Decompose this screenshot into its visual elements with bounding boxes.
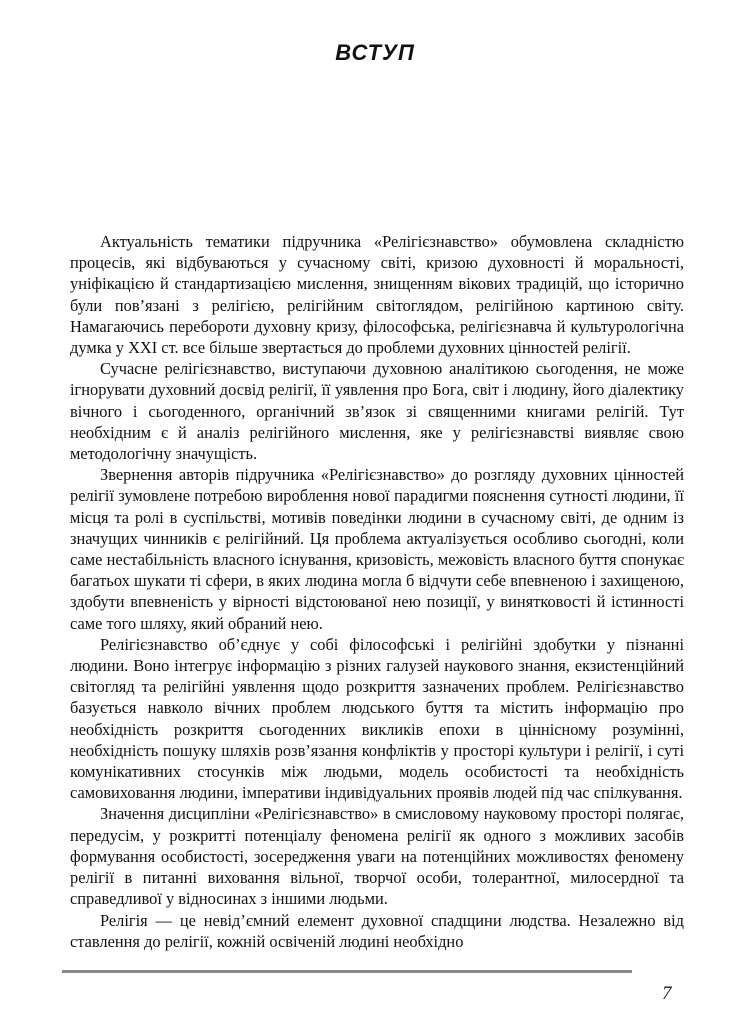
paragraph-integration: Релігієзнавство об’єднує у собі філософські і релігійні здобутки у пізнанні людини. Воно інтегрує інформацію з різних галузей наукового знання, екзистенційний світогляд та релігійні уявлення щодо розкриття зазначених проблем. Релігієзнавство базується навколо вічних проблем людського буття та містить інформацію про необхідність розкриття сьогоденних викликів епохи в ціннісному розумінні, необхідність пошуку шляхів розв’язання конфліктів у просторі культури і релігії, і суті комунікативних стосунків між людьми, модель особистості та необхідність самовиховання людини, імперативи індивідуальних проявів людей під час спілкування.	[70, 634, 684, 803]
footer-divider	[62, 970, 632, 973]
paragraph-religion-heritage: Релігія — це невід’ємний елемент духовної спадщини людства. Незалежно від ставлення до релігії, кожній освіченій людині необхідно	[70, 910, 684, 951]
page-number: 7	[662, 983, 672, 1004]
paragraph-modern-religious-studies: Сучасне релігієзнавство, виступаючи духовною аналітикою сьогодення, не може ігнорувати духовний досвід релігії, її уявлення про Бога, світ і людину, його діалектику вічного і сьогоденного, органічний зв’язок зі священними книгами релігій. Тут необхідним є й аналіз релігійного мислення, яке у релігієзнавстві виявляє свою методологічну значущість.	[70, 359, 684, 464]
page-title: ВСТУП	[335, 40, 415, 65]
body-text	[70, 231, 684, 952]
paragraph-authors-appeal: Звернення авторів підручника «Релігієзнавство» до розгляду духовних цінностей релігії зумовлене потребою вироблення нової парадигми пояснення сутності людини, її місця та ролі в суспільстві, мотивів поведінки людини в сучасному світі, де одним із значущих чинників є релігійний. Ця проблема актуалізується особливо сьогодні, коли саме нестабільність власного існування, кризовість, межовість власного буття спонукає багатьох шукати ті сфери, в яких людина могла б відчути себе впевненою і захищеною, здобути впевненість у вірності відстоюваної нею позиції, у винятковості й істинності саме того шляху, який обраний нею.	[70, 465, 684, 633]
paragraph-discipline-significance: Значення дисципліни «Релігієзнавство» в смисловому науковому просторі полягає, передусім, у розкритті потенціалу феномена релігії як одного з можливих засобів формування особистості, зосередження уваги на потенційних можливостях феномену релігії в питанні виховання вільної, творчої особи, толерантної, милосердної та справедливої у відносинах з іншими людьми.	[70, 804, 684, 909]
paragraph-actuality: Актуальність тематики підручника «Релігієзнавство» обумовлена складністю процесів, які відбуваються у сучасному світі, кризою духовності й моральності, уніфікацією й стандартизацією мислення, знищенням вікових традицій, що історично були пов’язані з релігією, релігійним світоглядом, релігійною картиною світу. Намагаючись перебороти духовну кризу, філософська, релігієзнавча й культурологічна думка у XXI ст. все більше звертається до проблеми духовних цінностей релігії.	[70, 232, 684, 358]
